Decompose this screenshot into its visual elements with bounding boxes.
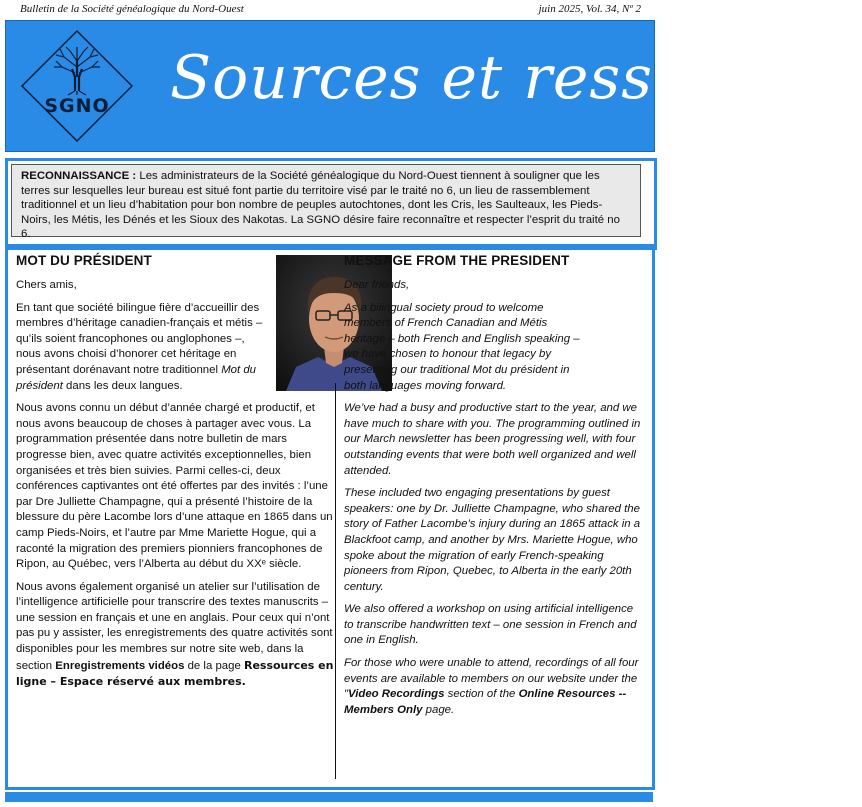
french-p3-mid: de la page (187, 659, 241, 672)
bulletin-name: Bulletin de la Société généalogique du Nord-Ouest (20, 3, 244, 15)
acknowledgement-box (5, 158, 657, 250)
english-p5-text: For those who were unable to attend, recordings of all four events are available to members on our website under the " (344, 657, 639, 701)
english-paragraph-5 (344, 656, 644, 718)
french-paragraph-1 (16, 301, 268, 395)
english-paragraph-1: As a bilingual society proud to welcome members of French Canadian and Métis heritage – both French and English speaking – we have chosen to honour that legacy by presenting our traditional Mot du président in both languages moving forward. (344, 301, 580, 392)
acknowledgement-text (11, 164, 641, 240)
video-recordings-link-en: Video Recordings (348, 688, 445, 701)
french-heading: MOT DU PRÉSIDENT (16, 253, 152, 268)
french-paragraph-2: Nous avons connu un début d’année chargé et productif, et nous avons beaucoup de choses à partager avec vous. La programmation présentée dans notre bulletin de mars progresse bien, avec quatre activités exceptionnelles, bien organisées et très bien suivies. Parmi celles-ci, deux conférences captivantes ont été offertes par des invités : l’une par Dre Julliette Champagne, qui a présenté l’histoire de la blessure du père Lacombe lors d’une attaque en 1865 dans un camp Pieds-Noirs, et l’autre par Mme Mariette Hogue, qui a raconté la migration des premiers pionniers francophones de Ripon, au Québec, vers l’Alberta au début du XXᵉ siècle. (16, 402, 333, 571)
english-column (344, 253, 644, 725)
french-column (16, 253, 334, 698)
french-greeting: Chers amis, (16, 279, 77, 291)
english-paragraph-2: We’ve had a busy and productive start to the year, and we have much to share with you. The programming outlined in our March newsletter has been progressing well, with four outstanding events that were both well organized and well attended. (344, 402, 641, 477)
logo-text: SGNO (44, 95, 110, 117)
tree-icon (20, 29, 134, 143)
footer-bar (5, 792, 653, 802)
acknowledgement-body: Les administrateurs de la Société généalogique du Nord-Ouest tiennent à souligner que les terres sur lesquelles leur bureau est situé font partie du territoire visé par le traité no 6, un lieu de rassemblement traditionnel et un lieu d’habitation pour bon nombre de peuples autochtones, dont les Cris, les Saulteaux, les Pieds-Noirs, les Métis, les Dénés et les Sioux des Nakotas. La SGNO désire faire reconnaître et respecter l’esprit du traité no 6. (21, 170, 620, 240)
online-resources-link-fr: Ressources en ligne – Espace réservé aux membres. (16, 658, 334, 689)
online-resources-link-en: Online Resources -- Members Only (344, 688, 627, 716)
french-p1-end: dans les deux langues. (66, 379, 183, 392)
french-p1-italic: Mot du président (16, 363, 257, 392)
president-message-box (5, 244, 655, 790)
issue-info: juin 2025, Vol. 34, Nº 2 (538, 3, 641, 15)
french-p3-text: Nous avons également organisé un atelier sur l’utilisation de l’intelligence artificielle pour transcrire des textes manuscrits – une session en français et une en anglais. Pour ceux qui n’ont pas pu y assister, les enregistrements des quatre activités sont disponibles pour les membres sur notre site web, dans la section (16, 580, 333, 672)
english-greeting: Dear friends, (344, 279, 410, 291)
masthead-line (14, 2, 647, 18)
english-paragraph-4: We also offered a workshop on using artificial intelligence to transcribe handwritten text – one session in French and one in English. (344, 603, 637, 647)
english-p5-mid: section of the (444, 688, 516, 701)
column-divider (335, 383, 336, 779)
sgno-logo (20, 29, 134, 143)
french-p1-text: En tant que société bilingue fière d’accueillir des membres d’héritage canadien-français et métis – qu’ils soient francophones ou anglophones –, nous avons choisi d’honorer cet héritage en présentant dorénavant notre traditionnel (16, 301, 263, 376)
acknowledgement-label: RECONNAISSANCE : (21, 170, 137, 182)
french-paragraph-3 (16, 580, 334, 691)
video-recordings-link-fr: Enregistrements vidéos (55, 659, 185, 672)
english-heading: MESSAGE FROM THE PRESIDENT (344, 253, 570, 268)
english-paragraph-3: These included two engaging presentations by guest speakers: one by Dr. Julliette Champagne, who shared the story of Father Lacombe’s injury during an 1865 attack in a Blackfoot camp, and another by Mrs. Mariette Hogue, who spoke about the migration of early French-speaking pioneers from Ripon, Quebec, to Alberta in the early 20th century. (344, 487, 641, 593)
title-banner (5, 20, 862, 152)
english-p5-end: page. (425, 703, 455, 716)
newsletter-title: Sources et ressources (170, 43, 862, 113)
